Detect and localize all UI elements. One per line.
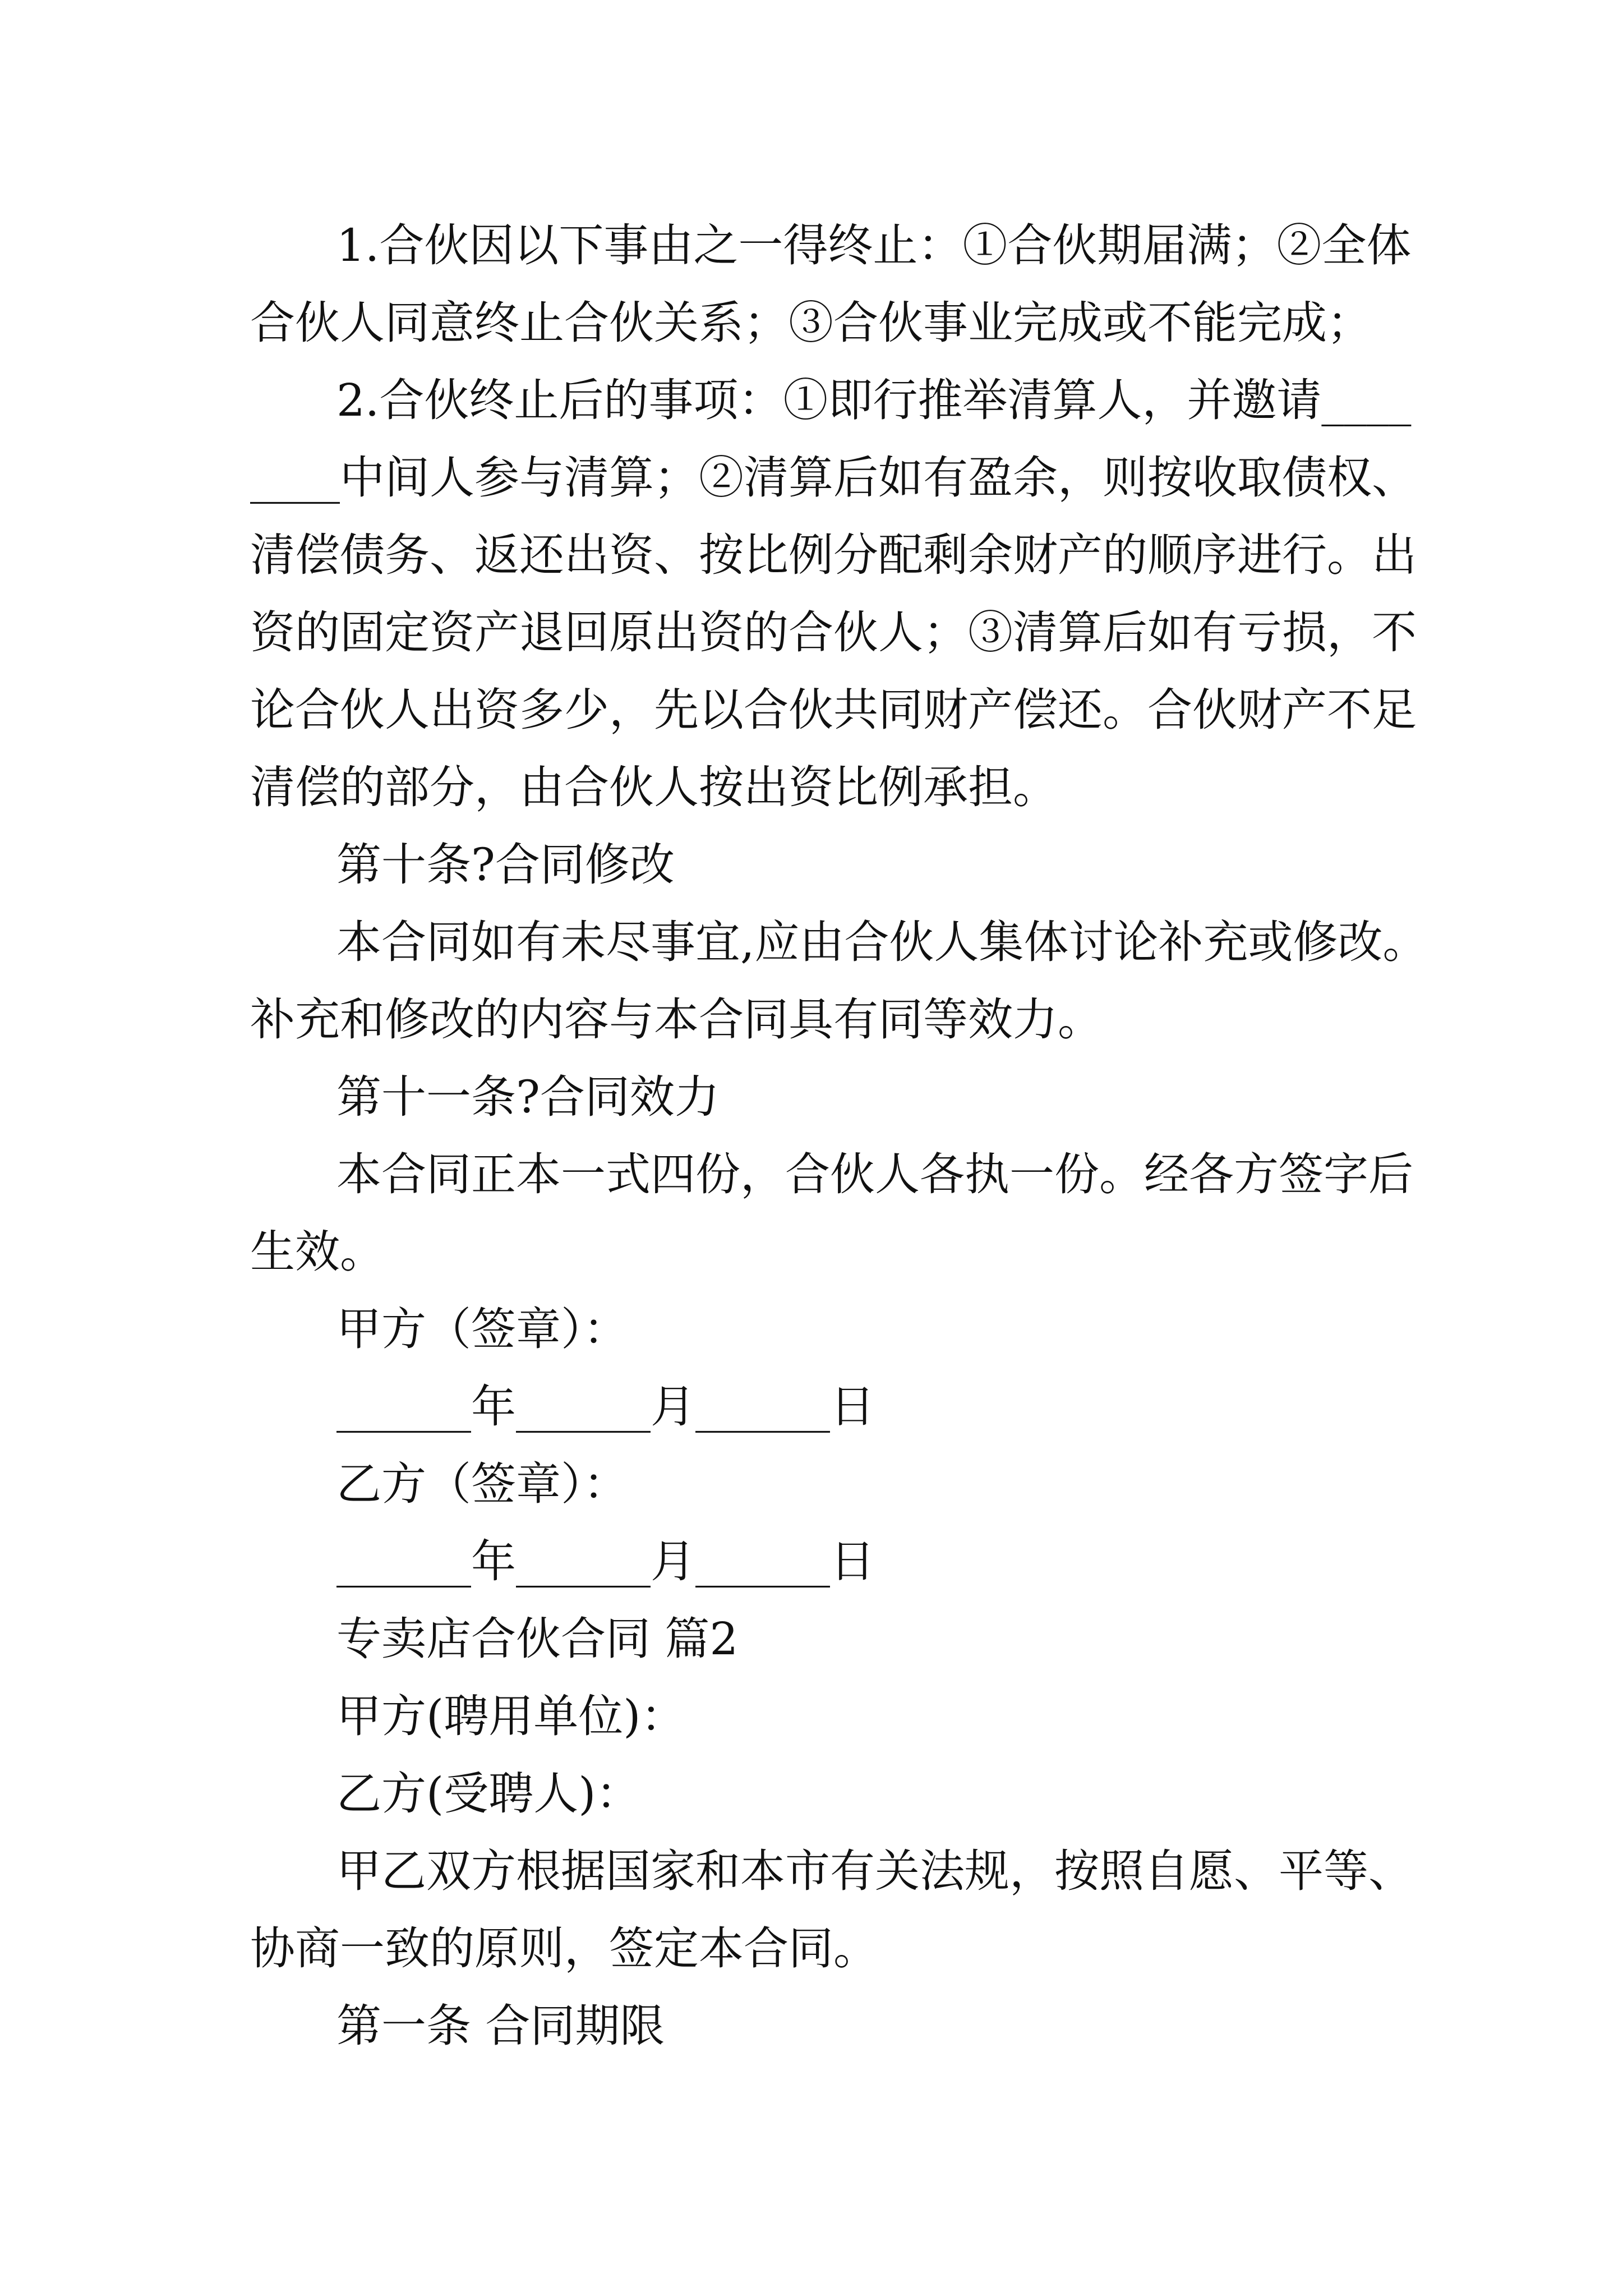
text-line: 生效。 [250, 1226, 385, 1278]
text-line: 清偿债务、返还出资、按比例分配剩余财产的顺序进行。出 [250, 529, 1417, 581]
text-line: 补充和修改的内容与本合同具有同等效力。 [250, 993, 1103, 1046]
text-line: 甲乙双方根据国家和本市有关法规，按照自愿、平等、 [336, 1845, 1413, 1897]
document-section-title: 专卖店合伙合同 篇2 [336, 1613, 739, 1665]
date-blank-line: ______年______月______日 [336, 1381, 875, 1433]
text-line: 本合同如有未尽事宜,应由合伙人集体讨论补充或修改。 [336, 916, 1428, 968]
text-line: ____中间人参与清算；②清算后如有盈余，则按收取债权、 [250, 452, 1417, 504]
text-line: 本合同正本一式四份，合伙人各执一份。经各方签字后 [336, 1148, 1413, 1200]
date-blank-line: ______年______月______日 [336, 1535, 875, 1588]
text-line: 1.合伙因以下事由之一得终止：①合伙期届满；②全体 [336, 219, 1412, 272]
text-line: 合伙人同意终止合伙关系；③合伙事业完成或不能完成； [250, 297, 1372, 349]
party-a-label: 甲方(聘用单位)： [336, 1690, 686, 1742]
section-heading: 第一条 合同期限 [336, 2000, 665, 2052]
signature-label-party-a: 甲方（签章）： [336, 1303, 628, 1355]
text-line: 资的固定资产退回原出资的合伙人；③清算后如有亏损，不 [250, 606, 1417, 659]
text-line: 论合伙人出资多少，先以合伙共同财产偿还。合伙财产不足 [250, 684, 1417, 736]
section-heading: 第十一条?合同效力 [336, 1071, 720, 1123]
section-heading: 第十条?合同修改 [336, 839, 675, 891]
signature-label-party-b: 乙方（签章）： [336, 1458, 628, 1510]
text-line: 清偿的部分，由合伙人按出资比例承担。 [250, 761, 1058, 813]
text-line: 2.合伙终止后的事项：①即行推举清算人，并邀请____ [336, 374, 1412, 426]
text-line: 协商一致的原则，签定本合同。 [250, 1922, 878, 1975]
party-b-label: 乙方(受聘人)： [336, 1768, 641, 1820]
